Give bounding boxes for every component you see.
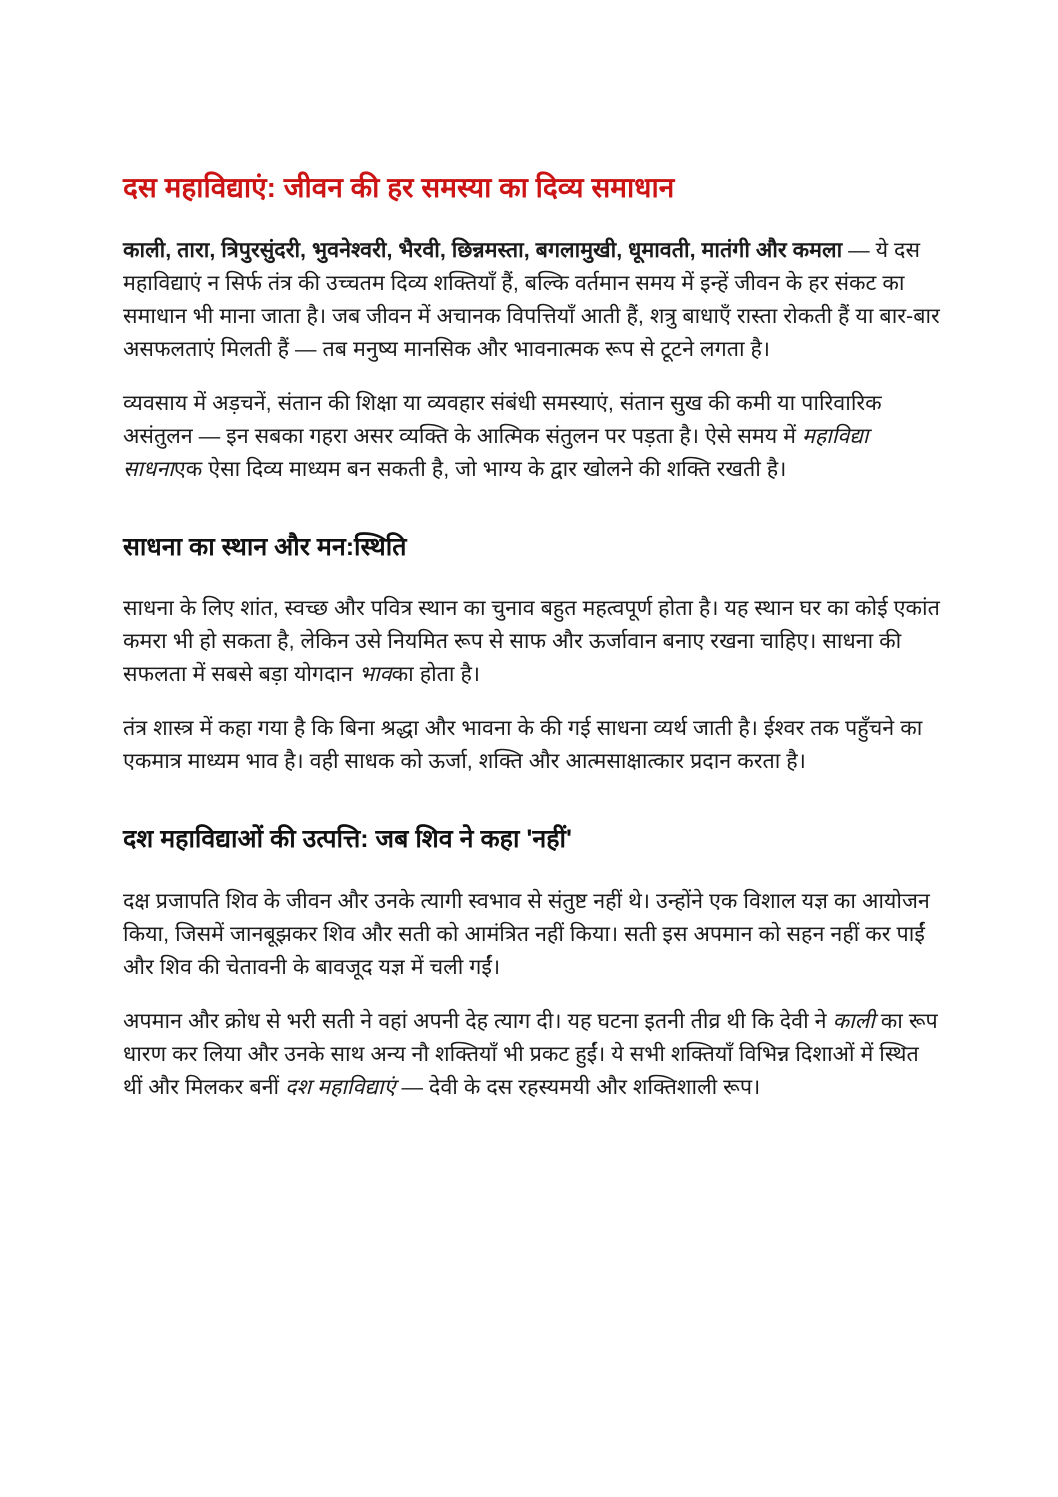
sati-kali-text-post: — देवी के दस रहस्यमयी और शक्तिशाली रूप।: [395, 1074, 761, 1099]
paragraph-tantra-shastra: तंत्र शास्त्र में कहा गया है कि बिना श्रद्धा और भावना के की गई साधना व्यर्थ जाती है। ईश्वर तक पहुँचने का एकमात्र माध्यम भाव है। वही साधक को ऊर्जा, शक्ति और आत्मसाक्षात्कार प्रदान करता है।: [123, 716, 923, 774]
kali-italic: काली: [832, 1008, 875, 1033]
sati-kali-text-pre: अपमान और क्रोध से भरी सती ने वहां अपनी देह त्याग दी। यह घटना इतनी तीव्र थी कि देवी ने: [123, 1008, 833, 1033]
sadhana-place-text-pre: साधना के लिए शांत, स्वच्छ और पवित्र स्थान का चुनाव बहुत महत्वपूर्ण होता है। यह स्थान घर का कोई एकांत कमरा भी हो सकता है, लेकिन उसे नियमित रूप से साफ और ऊर्जावान बनाए रखना चाहिए। साधना की सफलता में सबसे बड़ा योगदान: [123, 596, 940, 687]
bhaav-italic: भाव: [359, 662, 392, 687]
paragraph-sati-kali: [123, 1005, 942, 1104]
page-title: दस महाविद्याएं: जीवन की हर समस्या का दिव्य समाधान: [123, 172, 675, 203]
life-problems-text-pre: व्यवसाय में अड़चनें, संतान की शिक्षा या व्यवहार संबंधी समस्याएं, संतान सुख की कमी या पारिवारिक असंतुलन — इन सबका गहरा असर व्यक्ति के आत्मिक संतुलन पर पड़ता है। ऐसे समय में: [123, 391, 882, 448]
dash-mahavidya-italic: दश महाविद्याएं: [285, 1074, 396, 1099]
mahavidya-sadhana-italic: महाविद्या साधना: [123, 424, 869, 481]
paragraph-daksha-yagya: दक्ष प्रजापति शिव के जीवन और उनके त्यागी स्वभाव से संतुष्ट नहीं थे। उन्होंने एक विशाल यज्ञ का आयोजन किया, जिसमें जानबूझकर शिव और सती को आमंत्रित नहीं किया। सती इस अपमान को सहन नहीं कर पाईं और शिव की चेतावनी के बावजूद यज्ञ में चली गईं।: [123, 888, 930, 979]
paragraph-deities-intro: [123, 234, 942, 366]
life-problems-text-post: एक ऐसा दिव्य माध्यम बन सकती है, जो भाग्य के द्वार खोलने की शक्ति रखती है।: [173, 457, 787, 481]
deity-names-bold: काली, तारा, त्रिपुरसुंदरी, भुवनेश्वरी, भैरवी, छिन्नमस्ता, बगलामुखी, धूमावती, मातंगी और कमला: [123, 238, 843, 262]
section-heading-sadhana-place: साधना का स्थान और मन:स्थिति: [123, 533, 407, 561]
section-heading-origin: दश महाविद्याओं की उत्पत्ति: जब शिव ने कहा 'नहीं': [123, 825, 572, 854]
paragraph-sadhana-place: [123, 592, 942, 691]
sati-kali-text-mid: का रूप धारण कर लिया और उनके साथ अन्य नौ शक्तियाँ भी प्रकट हुईं। ये सभी शक्तियाँ विभिन्न दिशाओं में स्थित थीं और मिलकर बनीं: [123, 1008, 938, 1099]
paragraph-life-problems: [123, 387, 942, 486]
sadhana-place-text-post: का होता है।: [391, 662, 481, 687]
deities-intro-text: — ये दस महाविद्याएं न सिर्फ तंत्र की उच्चतम दिव्य शक्तियाँ हैं, बल्कि वर्तमान समय में इन्हें जीवन के हर संकट का समाधान भी माना जाता है। जब जीवन में अचानक विपत्तियाँ आती हैं, शत्रु बाधाएँ रास्ता रोकती हैं या बार-बार असफलताएं मिलती हैं — तब मनुष्य मानसिक और भावनात्मक रूप से टूटने लगता है।: [123, 238, 940, 361]
